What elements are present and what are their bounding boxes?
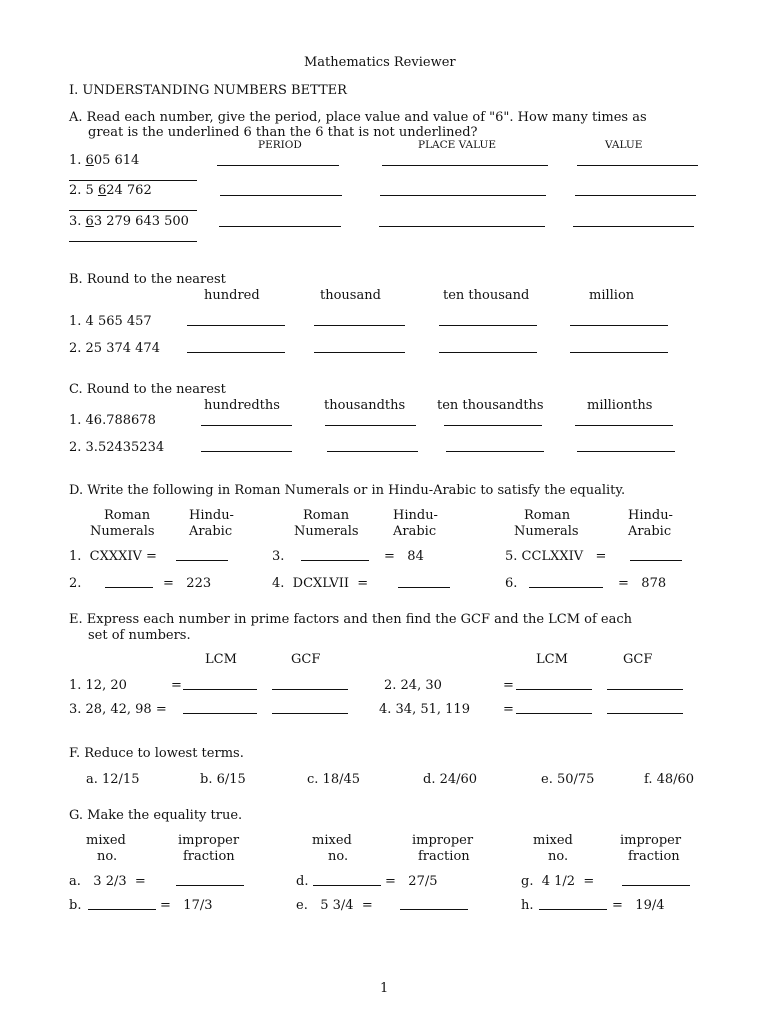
answer-line[interactable] xyxy=(301,560,369,561)
answer-line[interactable] xyxy=(573,226,694,227)
section-g-instruction: G. Make the equality true. xyxy=(69,808,243,823)
answer-line[interactable] xyxy=(183,713,257,714)
f-item-c: c. 18/45 xyxy=(307,772,361,787)
header-place-value: PLACE VALUE xyxy=(418,139,497,151)
e-item-4: 4. 34, 51, 119 xyxy=(379,702,470,717)
section-a-instruction-cont: great is the underlined 6 than the 6 that is not underlined? xyxy=(88,125,478,140)
answer-line[interactable] xyxy=(570,325,668,326)
answer-line[interactable] xyxy=(187,325,285,326)
col-roman: Roman xyxy=(303,508,350,523)
section-d-instruction: D. Write the following in Roman Numerals or in Hindu-Arabic to satisfy the equality. xyxy=(69,483,626,498)
section-heading: I. UNDERSTANDING NUMBERS BETTER xyxy=(69,83,347,98)
header-thousand: thousand xyxy=(320,288,381,303)
col-no: no. xyxy=(328,849,349,864)
answer-line[interactable] xyxy=(444,425,542,426)
answer-line[interactable] xyxy=(176,885,244,886)
col-no: no. xyxy=(548,849,569,864)
d-item-2-num: 2. xyxy=(69,576,82,591)
answer-line[interactable] xyxy=(607,713,683,714)
a-item-3: 3. 63 279 643 500 xyxy=(69,214,189,229)
d-item-6: = 878 xyxy=(618,576,667,591)
g-item-d-letter: d. xyxy=(296,874,309,889)
d-item-1: 1. CXXXIV = xyxy=(69,549,157,564)
f-item-e: e. 50/75 xyxy=(541,772,595,787)
section-c-instruction: C. Round to the nearest xyxy=(69,382,226,397)
col-fraction: fraction xyxy=(628,849,680,864)
answer-line[interactable] xyxy=(539,909,607,910)
page-number: 1 xyxy=(380,981,389,996)
col-fraction: fraction xyxy=(183,849,235,864)
answer-line[interactable] xyxy=(622,885,690,886)
answer-line[interactable] xyxy=(400,909,468,910)
b-item-1: 1. 4 565 457 xyxy=(69,314,152,329)
answer-line[interactable] xyxy=(607,689,683,690)
answer-line[interactable] xyxy=(529,587,603,588)
answer-line[interactable] xyxy=(516,689,592,690)
c-item-1: 1. 46.788678 xyxy=(69,413,156,428)
answer-line[interactable] xyxy=(577,165,698,166)
answer-line[interactable] xyxy=(69,210,197,211)
col-improper: improper xyxy=(620,833,682,848)
g-item-d: = 27/5 xyxy=(385,874,438,889)
g-item-g: g. 4 1/2 = xyxy=(521,874,595,889)
col-arabic: Arabic xyxy=(628,524,672,539)
col-fraction: fraction xyxy=(418,849,470,864)
e-item-2: 2. 24, 30 xyxy=(384,678,442,693)
equals-sign: = xyxy=(171,678,182,693)
equals-sign: = xyxy=(503,678,514,693)
col-hindu: Hindu- xyxy=(189,508,234,523)
col-hindu: Hindu- xyxy=(393,508,438,523)
e-item-3: 3. 28, 42, 98 = xyxy=(69,702,167,717)
section-e-instruction-cont: set of numbers. xyxy=(88,628,191,643)
answer-line[interactable] xyxy=(327,451,418,452)
d-item-3: = 84 xyxy=(384,549,424,564)
answer-line[interactable] xyxy=(380,195,546,196)
answer-line[interactable] xyxy=(575,195,696,196)
answer-line[interactable] xyxy=(439,325,537,326)
section-e-instruction: E. Express each number in prime factors and then find the GCF and the LCM of each xyxy=(69,612,633,627)
g-item-b-letter: b. xyxy=(69,898,82,913)
d-item-6-num: 6. xyxy=(505,576,518,591)
answer-line[interactable] xyxy=(183,689,257,690)
b-item-2: 2. 25 374 474 xyxy=(69,341,160,356)
answer-line[interactable] xyxy=(398,587,450,588)
g-item-a: a. 3 2/3 = xyxy=(69,874,146,889)
col-improper: improper xyxy=(178,833,240,848)
answer-line[interactable] xyxy=(575,425,673,426)
f-item-f: f. 48/60 xyxy=(644,772,695,787)
header-lcm: LCM xyxy=(205,652,237,667)
header-hundredths: hundredths xyxy=(204,398,280,413)
answer-line[interactable] xyxy=(314,325,405,326)
answer-line[interactable] xyxy=(570,352,668,353)
g-item-h: = 19/4 xyxy=(612,898,665,913)
e-item-1: 1. 12, 20 xyxy=(69,678,127,693)
col-mixed: mixed xyxy=(86,833,126,848)
section-f-instruction: F. Reduce to lowest terms. xyxy=(69,746,244,761)
answer-line[interactable] xyxy=(187,352,285,353)
header-million: million xyxy=(589,288,635,303)
g-item-h-letter: h. xyxy=(521,898,534,913)
g-item-b: = 17/3 xyxy=(160,898,213,913)
col-no: no. xyxy=(97,849,118,864)
answer-line[interactable] xyxy=(88,909,156,910)
a-item-2: 2. 5 624 762 xyxy=(69,183,152,198)
answer-line[interactable] xyxy=(313,885,381,886)
answer-line[interactable] xyxy=(201,425,292,426)
answer-line[interactable] xyxy=(220,195,342,196)
header-hundred: hundred xyxy=(204,288,260,303)
header-ten-thousandths: ten thousandths xyxy=(437,398,544,413)
header-lcm: LCM xyxy=(536,652,568,667)
answer-line[interactable] xyxy=(201,451,292,452)
answer-line[interactable] xyxy=(382,165,548,166)
page-title: Mathematics Reviewer xyxy=(304,55,456,70)
answer-line[interactable] xyxy=(439,352,537,353)
col-roman: Roman xyxy=(104,508,151,523)
c-item-2: 2. 3.52435234 xyxy=(69,440,165,455)
answer-line[interactable] xyxy=(577,451,675,452)
col-mixed: mixed xyxy=(533,833,573,848)
col-roman: Roman xyxy=(524,508,571,523)
answer-line[interactable] xyxy=(217,165,339,166)
section-b-instruction: B. Round to the nearest xyxy=(69,272,226,287)
answer-line[interactable] xyxy=(272,689,348,690)
answer-line[interactable] xyxy=(446,451,544,452)
f-item-a: a. 12/15 xyxy=(86,772,140,787)
d-item-2: = 223 xyxy=(163,576,212,591)
col-numerals: Numerals xyxy=(294,524,359,539)
d-item-3-num: 3. xyxy=(272,549,285,564)
a-item-1: 1. 605 614 xyxy=(69,153,140,168)
answer-line[interactable] xyxy=(325,425,416,426)
header-gcf: GCF xyxy=(623,652,653,667)
col-improper: improper xyxy=(412,833,474,848)
section-a-instruction: A. Read each number, give the period, place value and value of "6". How many times as xyxy=(69,110,647,125)
answer-line[interactable] xyxy=(379,226,545,227)
header-gcf: GCF xyxy=(291,652,321,667)
g-item-e: e. 5 3/4 = xyxy=(296,898,373,913)
col-hindu: Hindu- xyxy=(628,508,673,523)
col-mixed: mixed xyxy=(312,833,352,848)
d-item-5: 5. CCLXXIV = xyxy=(505,549,607,564)
d-item-4: 4. DCXLVII = xyxy=(272,576,369,591)
equals-sign: = xyxy=(503,702,514,717)
col-numerals: Numerals xyxy=(90,524,155,539)
answer-line[interactable] xyxy=(272,713,348,714)
f-item-b: b. 6/15 xyxy=(200,772,246,787)
answer-line[interactable] xyxy=(105,587,153,588)
header-ten-thousand: ten thousand xyxy=(443,288,530,303)
answer-line[interactable] xyxy=(630,560,682,561)
header-millionths: millionths xyxy=(587,398,653,413)
header-period: PERIOD xyxy=(258,139,302,151)
col-arabic: Arabic xyxy=(393,524,437,539)
col-arabic: Arabic xyxy=(189,524,233,539)
header-value: VALUE xyxy=(605,139,643,151)
answer-line[interactable] xyxy=(176,560,228,561)
answer-line[interactable] xyxy=(69,241,197,242)
answer-line[interactable] xyxy=(69,180,197,181)
answer-line[interactable] xyxy=(516,713,592,714)
answer-line[interactable] xyxy=(314,352,405,353)
col-numerals: Numerals xyxy=(514,524,579,539)
answer-line[interactable] xyxy=(219,226,341,227)
header-thousandths: thousandths xyxy=(324,398,406,413)
f-item-d: d. 24/60 xyxy=(423,772,478,787)
